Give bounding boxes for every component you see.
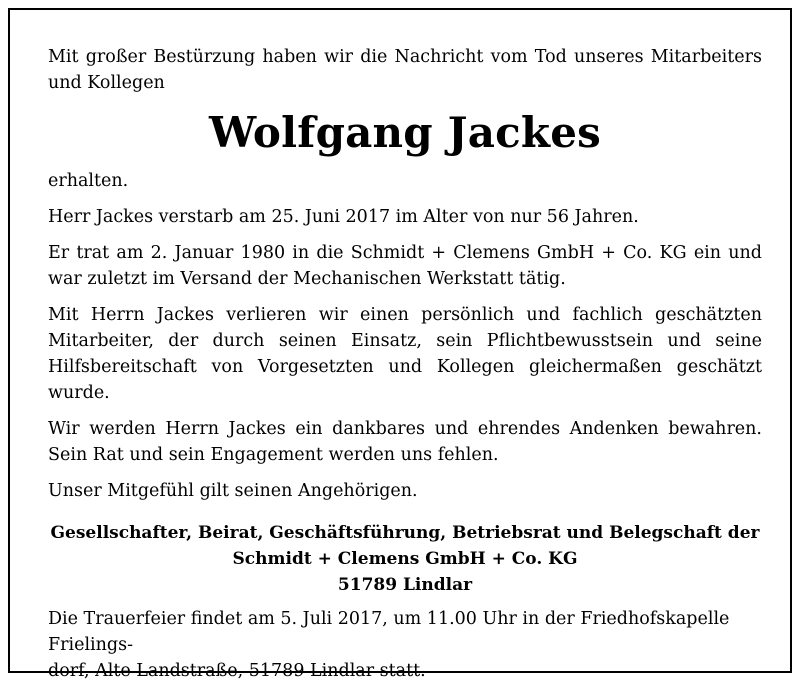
received-text: erhalten.	[48, 171, 129, 191]
obituary-content	[48, 44, 762, 684]
paragraph-employment: Er trat am 2. Januar 1980 in die Schmidt + Clemens GmbH + Co. KG ein und war zuletzt im Versand der Mechanischen Werkstatt tätig.	[48, 243, 762, 289]
funeral-details	[48, 606, 762, 684]
deceased-name: Wolfgang Jackes	[208, 108, 601, 157]
paragraph-condolence: Unser Mitgefühl gilt seinen Angehörigen.	[48, 481, 418, 501]
funeral-line-1: Die Trauerfeier findet am 5. Juli 2017, um 11.00 Uhr in der Friedhofskapelle Frielings-	[48, 609, 730, 655]
paragraph-death-date: Herr Jackes verstarb am 25. Juni 2017 im Alter von nur 56 Jahren.	[48, 207, 639, 227]
paragraph-tribute: Mit Herrn Jackes verlieren wir einen persönlich und fachlich geschätzten Mitarbeiter, der durch seinen Einsatz, sein Pflichtbewusstsein und seine Hilfsbereitschaft von Vorgesetzten und Kollegen gleichermaßen geschätzt wurde.	[48, 305, 762, 403]
intro-text: Mit großer Bestürzung haben wir die Nachricht vom Tod unseres Mitarbeiters und Kollegen	[48, 47, 762, 93]
sender-block	[48, 520, 762, 598]
paragraph-remembrance: Wir werden Herrn Jackes ein dankbares und ehrendes Andenken bewahren. Sein Rat und sein Engagement werden uns fehlen.	[48, 419, 762, 465]
funeral-line-2: dorf, Alte Landstraße, 51789 Lindlar statt.	[48, 661, 426, 681]
sender-line-location: 51789 Lindlar	[337, 575, 473, 595]
sender-line-groups: Gesellschafter, Beirat, Geschäftsführung, Betriebsrat und Belegschaft der	[50, 523, 760, 543]
sender-line-company: Schmidt + Clemens GmbH + Co. KG	[232, 549, 578, 569]
obituary-notice	[8, 8, 792, 681]
